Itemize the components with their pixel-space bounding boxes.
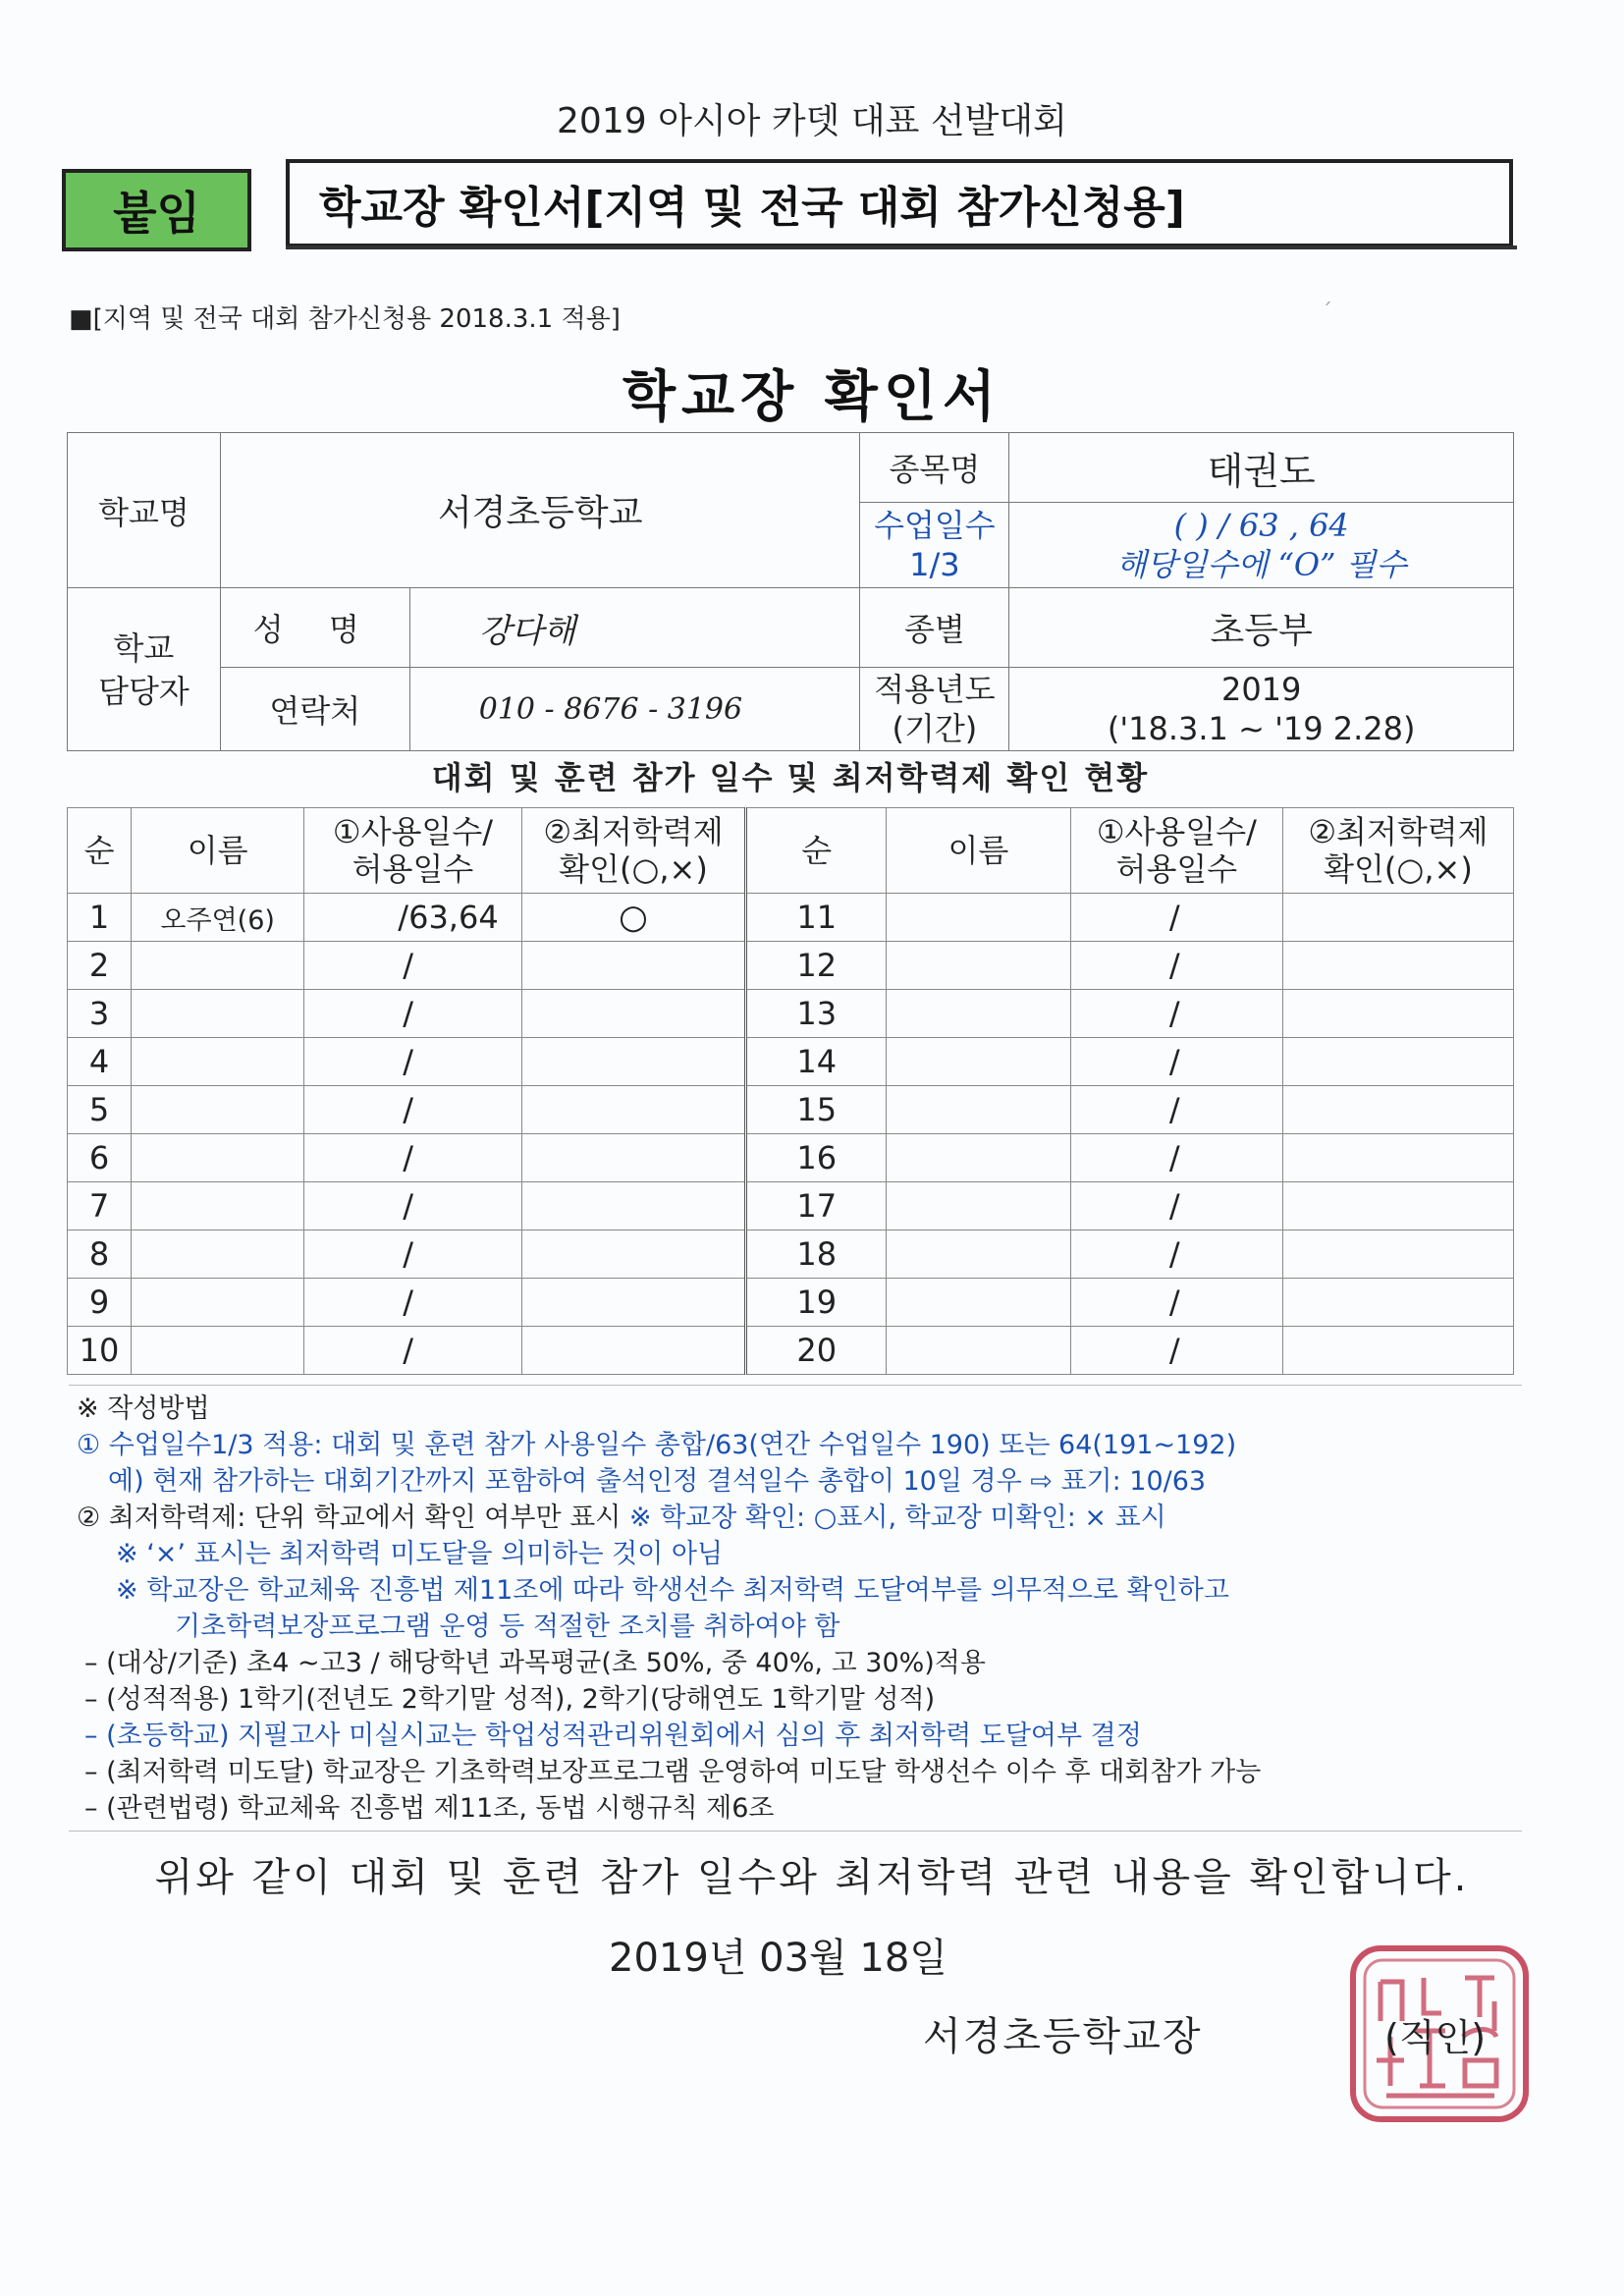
status-table (67, 807, 1514, 1375)
header-check-line1: ②최저학력제 (543, 813, 724, 850)
contact-label: 연락처 (220, 668, 409, 751)
row-no: 5 (68, 1086, 132, 1134)
category-value: 초등부 (1009, 588, 1514, 668)
row-days-right: / (1070, 1327, 1282, 1375)
row-check: ○ (521, 894, 746, 942)
header-check-line1-right: ②최저학력제 (1308, 813, 1489, 850)
row-days: / (304, 1230, 521, 1279)
row-name (132, 1230, 304, 1279)
row-name-right (887, 1182, 1071, 1230)
row-name (132, 1279, 304, 1327)
instruction-note-2-cont: 기초학력보장프로그램 운영 등 적절한 조치를 취하여야 함 (175, 1612, 840, 1642)
manager-label: 학교 담당자 (68, 588, 221, 751)
row-days-right: / (1070, 1134, 1282, 1182)
instruction-item-2-text: ② 최저학력제: 단위 학교에서 확인 여부만 표시 (77, 1503, 629, 1533)
row-name-right (887, 1327, 1071, 1375)
row-days-right: / (1070, 1230, 1282, 1279)
instruction-item-2 (77, 1500, 1530, 1536)
instruction-dash-3: – (초등학교) 지필고사 미실시교는 학업성적관리위원회에서 심의 후 최저학력 도달여부 결정 (84, 1721, 1142, 1751)
header-name: 이름 (132, 808, 304, 894)
row-no-right: 14 (746, 1038, 887, 1086)
row-days: / (304, 1327, 521, 1375)
instruction-item-1-example: 예) 현재 참가하는 대회기간까지 포함하여 출석인정 결석일수 총합이 10일 경우 ⇨ 표기: 10/63 (108, 1466, 1207, 1497)
row-check-right (1282, 942, 1513, 990)
category-label: 종별 (860, 588, 1009, 668)
class-days-note: 해당일수에 “O” 필수 (1115, 546, 1407, 583)
header-name-right: 이름 (887, 808, 1071, 894)
row-check-right (1282, 1279, 1513, 1327)
table-row (68, 1182, 1514, 1230)
row-no: 3 (68, 990, 132, 1038)
row-check (521, 942, 746, 990)
row-no: 9 (68, 1279, 132, 1327)
row-name-right (887, 1086, 1071, 1134)
year-label-cell (860, 668, 1009, 751)
name-label: 성 명 (220, 588, 409, 668)
row-no: 10 (68, 1327, 132, 1375)
row-check (521, 1038, 746, 1086)
instruction-item-1: ① 수업일수1/3 적용: 대회 및 훈련 참가 사용일수 총합/63(연간 수업일수 190) 또는 64(191~192) (77, 1430, 1237, 1460)
table-row (68, 942, 1514, 990)
row-days: /63,64 (304, 894, 521, 942)
row-name-right (887, 990, 1071, 1038)
row-check-right (1282, 1086, 1513, 1134)
instructions (77, 1391, 1530, 1827)
row-days-right: / (1070, 1038, 1282, 1086)
table-header-row (68, 808, 1514, 894)
row-check-right (1282, 894, 1513, 942)
row-no-right: 18 (746, 1230, 887, 1279)
signature-date: 2019년 03월 18일 (609, 1936, 947, 1981)
status-title: 대회 및 훈련 참가 일수 및 최저학력제 확인 현황 (431, 759, 1150, 796)
row-no: 2 (68, 942, 132, 990)
class-days-label-cell (860, 503, 1009, 588)
contact-value: 010 - 8676 - 3196 (409, 668, 860, 751)
row-no-right: 12 (746, 942, 887, 990)
row-no-right: 20 (746, 1327, 887, 1375)
class-days-value-cell (1009, 503, 1514, 588)
row-check (521, 1182, 746, 1230)
row-days-right: / (1070, 1086, 1282, 1134)
row-no-right: 11 (746, 894, 887, 942)
divider (69, 1385, 1522, 1386)
row-check (521, 1134, 746, 1182)
header-days-line2-right: 허용일수 (1115, 850, 1238, 888)
instruction-note-1: ※ ‘×’ 표시는 최저학력 미도달을 의미하는 것이 아님 (116, 1539, 724, 1569)
class-days-ratio: 1/3 (909, 546, 960, 583)
row-no-right: 15 (746, 1086, 887, 1134)
row-name (132, 1182, 304, 1230)
header-check (521, 808, 746, 894)
header-days-line1: ①사용일수/ (332, 813, 494, 850)
heading-shadow (286, 246, 1517, 249)
row-check (521, 1327, 746, 1375)
header-no-right: 순 (746, 808, 887, 894)
row-name (132, 990, 304, 1038)
header-days-line1-right: ①사용일수/ (1096, 813, 1257, 850)
row-no-right: 19 (746, 1279, 887, 1327)
instruction-dash-1: – (대상/기준) 초4 ~고3 / 해당학년 과목평균(초 50%, 중 40%, 고 30%)적용 (84, 1648, 986, 1678)
class-days-label: 수업일수 (874, 507, 996, 544)
row-name-right (887, 1038, 1071, 1086)
sport-value: 태권도 (1009, 433, 1514, 503)
row-days: / (304, 1038, 521, 1086)
seal-label: (직인) (1384, 2016, 1487, 2059)
sport-label: 종목명 (860, 433, 1009, 503)
period-label: (기간) (892, 710, 978, 747)
row-days: / (304, 1182, 521, 1230)
manager-name-value: 강다해 (409, 588, 860, 668)
document-heading: 학교장 확인서[지역 및 전국 대회 참가신청용] (286, 159, 1513, 247)
row-no: 1 (68, 894, 132, 942)
instruction-dash-5: – (관련법령) 학교체육 진흥법 제11조, 동법 시행규칙 제6조 (84, 1793, 775, 1824)
period-value: ('18.3.1 ~ '19 2.28) (1107, 710, 1416, 747)
year-value-cell (1009, 668, 1514, 751)
instruction-dash-4: – (최저학력 미도달) 학교장은 기초학력보장프로그램 운영하여 미도달 학생선수 이수 후 대회참가 가능 (84, 1757, 1262, 1787)
row-check-right (1282, 1230, 1513, 1279)
instruction-item-2-mark: ※ 학교장 확인: ○표시, 학교장 미확인: × 표시 (628, 1503, 1166, 1533)
row-days: / (304, 1134, 521, 1182)
header-no: 순 (68, 808, 132, 894)
row-check (521, 1086, 746, 1134)
year-value: 2019 (1220, 671, 1302, 708)
row-name-right (887, 1134, 1071, 1182)
row-name-right (887, 1230, 1071, 1279)
header-days-right (1070, 808, 1282, 894)
table-row (68, 1230, 1514, 1279)
attachment-label: 붙임 (62, 169, 251, 251)
table-row (68, 1038, 1514, 1086)
table-row (68, 1086, 1514, 1134)
row-days: / (304, 1279, 521, 1327)
row-name (132, 1038, 304, 1086)
row-check (521, 1279, 746, 1327)
row-check-right (1282, 1327, 1513, 1375)
table-row (68, 1327, 1514, 1375)
row-check (521, 990, 746, 1038)
row-no-right: 13 (746, 990, 887, 1038)
row-check-right (1282, 1134, 1513, 1182)
row-no: 7 (68, 1182, 132, 1230)
row-days: / (304, 990, 521, 1038)
row-name-right (887, 894, 1071, 942)
row-name (132, 1327, 304, 1375)
row-days-right: / (1070, 1279, 1282, 1327)
class-days-value: ( ) / 63 , 64 (1173, 507, 1349, 544)
row-name (132, 1134, 304, 1182)
row-days-right: / (1070, 990, 1282, 1038)
school-name-value: 서경초등학교 (220, 433, 860, 588)
scan-mark: ˊ (1322, 301, 1332, 325)
instructions-title: ※ 작성방법 (77, 1394, 210, 1424)
form-note: ■[지역 및 전국 대회 참가신청용 2018.3.1 적용] (69, 304, 621, 334)
header-check-line2: 확인(○,×) (559, 850, 708, 888)
header-check-right (1282, 808, 1513, 894)
row-no: 8 (68, 1230, 132, 1279)
table-row (68, 1279, 1514, 1327)
event-title: 2019 아시아 카뎃 대표 선발대회 (557, 101, 1067, 141)
form-title: 학교장 확인서 (622, 365, 1002, 429)
row-days-right: / (1070, 894, 1282, 942)
table-row (68, 1134, 1514, 1182)
school-name-label: 학교명 (68, 433, 221, 588)
table-row (68, 894, 1514, 942)
row-days-right: / (1070, 1182, 1282, 1230)
row-check-right (1282, 1038, 1513, 1086)
header-check-line2-right: 확인(○,×) (1324, 850, 1473, 888)
row-check (521, 1230, 746, 1279)
row-name (132, 1086, 304, 1134)
row-name-right (887, 1279, 1071, 1327)
header-days-line2: 허용일수 (352, 850, 474, 888)
row-name-right (887, 942, 1071, 990)
row-check-right (1282, 1182, 1513, 1230)
table-row (68, 990, 1514, 1038)
instruction-dash-2: – (성적적용) 1학기(전년도 2학기말 성적), 2학기(당해연도 1학기말 성적) (84, 1684, 936, 1715)
row-no: 4 (68, 1038, 132, 1086)
school-info-table (67, 432, 1514, 751)
row-days: / (304, 942, 521, 990)
row-name (132, 942, 304, 990)
row-no: 6 (68, 1134, 132, 1182)
year-label: 적용년도 (874, 671, 996, 708)
header-days (304, 808, 521, 894)
confirmation-statement: 위와 같이 대회 및 훈련 참가 일수와 최저학력 관련 내용을 확인합니다. (154, 1855, 1470, 1900)
row-days: / (304, 1086, 521, 1134)
row-name: 오주연(6) (132, 894, 304, 942)
row-no-right: 16 (746, 1134, 887, 1182)
instruction-note-2: ※ 학교장은 학교체육 진흥법 제11조에 따라 학생선수 최저학력 도달여부를 의무적으로 확인하고 (116, 1575, 1229, 1606)
row-check-right (1282, 990, 1513, 1038)
row-no-right: 17 (746, 1182, 887, 1230)
row-days-right: / (1070, 942, 1282, 990)
principal-name: 서경초등학교장 (923, 2014, 1203, 2059)
